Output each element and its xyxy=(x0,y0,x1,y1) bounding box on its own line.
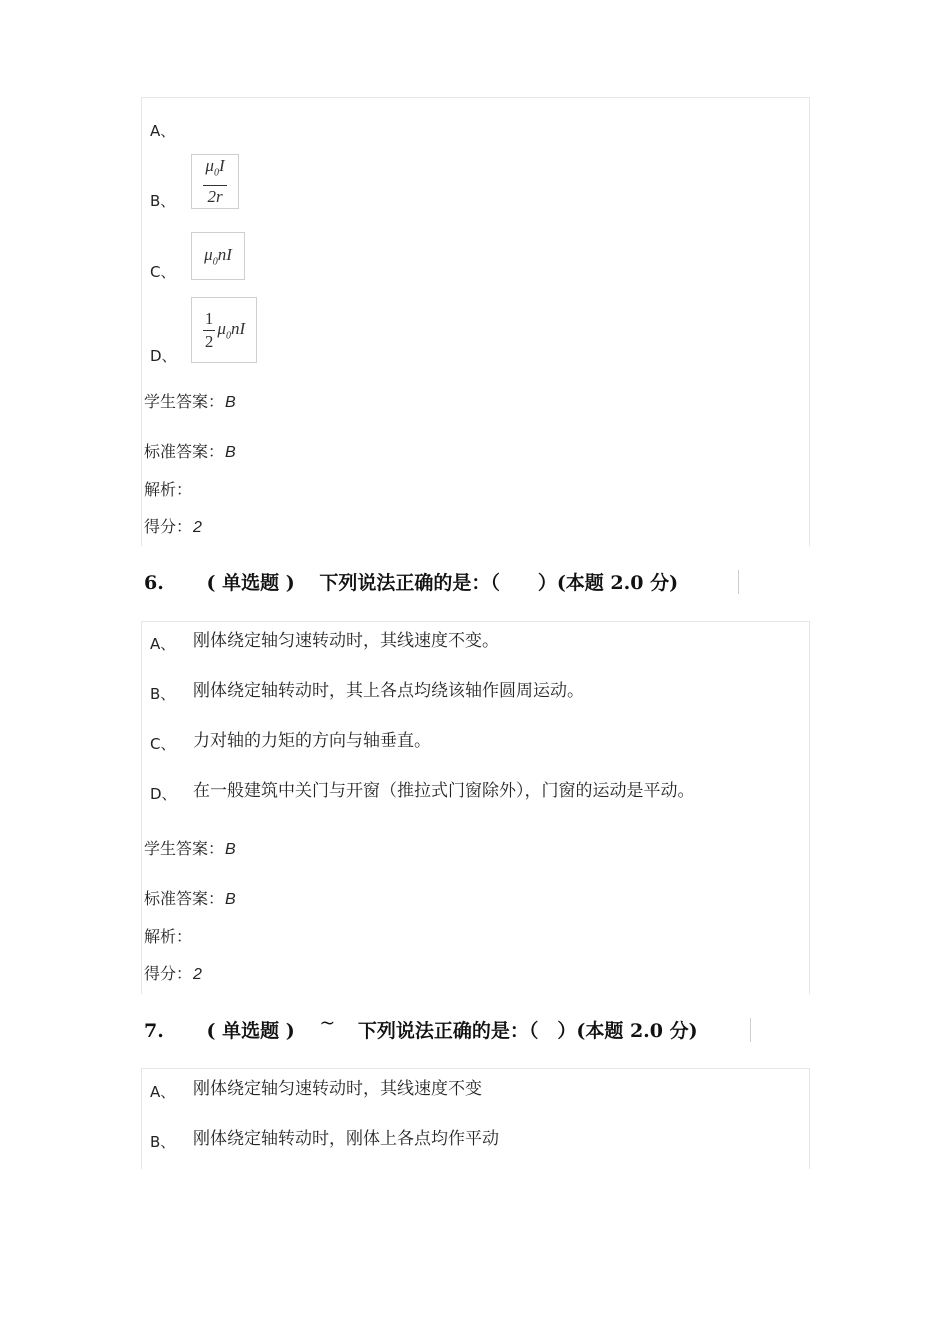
q7-option-a-text: 刚体绕定轴匀速转动时，其线速度不变 xyxy=(193,1079,482,1099)
q7-option-b-letter: B、 xyxy=(150,1133,176,1151)
q6-type: ( 单选题 ) xyxy=(206,572,295,594)
q6-title-end-line xyxy=(738,570,739,594)
q6-standard-answer: 标准答案：B xyxy=(144,889,236,908)
q7-mark: ~ xyxy=(319,1012,336,1034)
q6-option-a-text: 刚体绕定轴匀速转动时，其线速度不变。 xyxy=(193,631,499,651)
q5-option-a-letter: A、 xyxy=(150,122,176,140)
q6-option-c-letter: C、 xyxy=(150,735,176,753)
q6-student-answer: 学生答案：B xyxy=(144,839,236,858)
q7-number: 7. xyxy=(144,1020,164,1042)
q6-option-b-letter: B、 xyxy=(150,685,176,703)
q6-option-b-text: 刚体绕定轴转动时，其上各点均绕该轴作圆周运动。 xyxy=(193,681,584,701)
q5-option-b-formula: $\frac{\mu_0I}{2r}$ xyxy=(191,154,239,209)
q5-option-d-formula: $\frac{1}{2}$ $\mu_0nI$ xyxy=(191,297,257,363)
q5-option-d-letter: D、 xyxy=(150,347,177,365)
q5-option-b-letter: B、 xyxy=(150,192,176,210)
q7-title xyxy=(144,1012,698,1043)
q5-option-c-formula: $\mu_0nI$ xyxy=(191,232,245,280)
q6-option-d-letter: D、 xyxy=(150,785,177,803)
q6-option-a-letter: A、 xyxy=(150,635,176,653)
q5-student-answer: 学生答案：B xyxy=(144,392,236,411)
q5-analysis: 解析： xyxy=(144,480,193,499)
q7-type: ( 单选题 ) xyxy=(206,1020,295,1042)
q7-option-a-letter: A、 xyxy=(150,1083,176,1101)
q6-option-d-text: 在一般建筑中关门与开窗（推拉式门窗除外），门窗的运动是平动。 xyxy=(193,781,695,801)
q6-stem: 下列说法正确的是：（ ）(本题 2.0 分) xyxy=(319,572,679,594)
q6-analysis: 解析： xyxy=(144,927,193,946)
q7-stem: 下列说法正确的是：（ ）(本题 2.0 分) xyxy=(357,1020,698,1042)
q7-title-end-line xyxy=(750,1018,751,1042)
q6-option-c-text: 力对轴的力矩的方向与轴垂直。 xyxy=(193,731,431,751)
q5-standard-answer: 标准答案：B xyxy=(144,442,236,461)
q7-option-b-text: 刚体绕定轴转动时，刚体上各点均作平动 xyxy=(193,1129,499,1149)
q5-option-c-letter: C、 xyxy=(150,263,176,281)
q6-number: 6. xyxy=(144,572,164,594)
q5-score: 得分：2 xyxy=(144,517,202,536)
q6-score: 得分：2 xyxy=(144,964,202,983)
q6-title xyxy=(144,568,678,595)
